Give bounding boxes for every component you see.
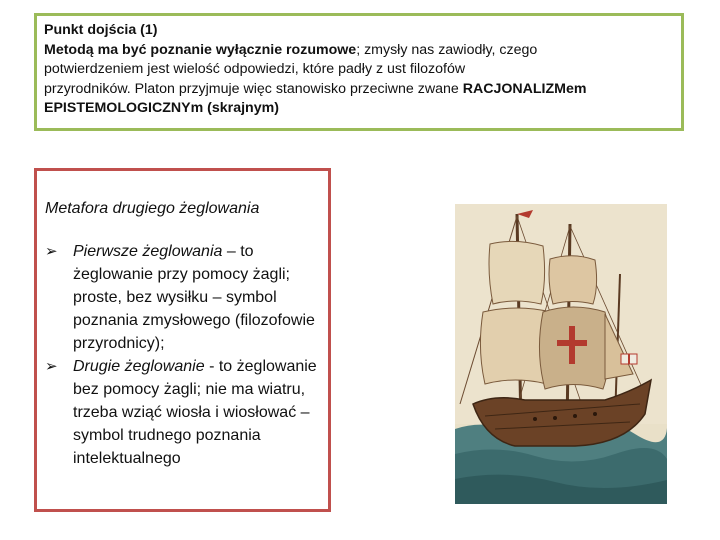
second-sailing-desc: - to żeglowanie bez pomocy żagli; nie ma wiatru, trzeba wziąć wiosła i wiosłować – symbol trudnego poznania intelektualnego	[73, 358, 317, 467]
metaphor-title: Metafora drugiego żeglowania	[45, 200, 260, 217]
method-line: Metodą ma być poznanie wyłącznie rozumowe; zmysły nas zawiodły, czego	[44, 41, 538, 58]
sailing-ship-illustration	[455, 204, 667, 504]
arrow-bullet-icon: ➢	[45, 358, 58, 375]
first-sailing-desc: – to żeglowanie przy pomocy żagli; proste, bez wysiłku – symbol poznania zmysłowego (filozofowie przyrodnicy);	[73, 243, 315, 352]
bullet-second-sailing	[45, 355, 320, 470]
bullet-first-sailing	[45, 240, 320, 355]
metaphor-box	[34, 168, 331, 512]
confirmation-line: potwierdzeniem jest wielość odpowiedzi, które padły z ust filozofów	[44, 61, 466, 77]
arrow-bullet-icon: ➢	[45, 243, 58, 260]
heading-line: Punkt dojścia (1)	[44, 22, 158, 38]
first-sailing-term: Pierwsze żeglowania	[73, 243, 223, 260]
epistemology-line: EPISTEMOLOGICZNYm (skrajnym)	[44, 100, 279, 116]
platon-line: przyrodników. Platon przyjmuje więc stanowisko przeciwne zwane RACJONALIZMem	[44, 80, 587, 97]
definition-box	[34, 13, 684, 131]
second-sailing-term: Drugie żeglowanie	[73, 358, 205, 375]
